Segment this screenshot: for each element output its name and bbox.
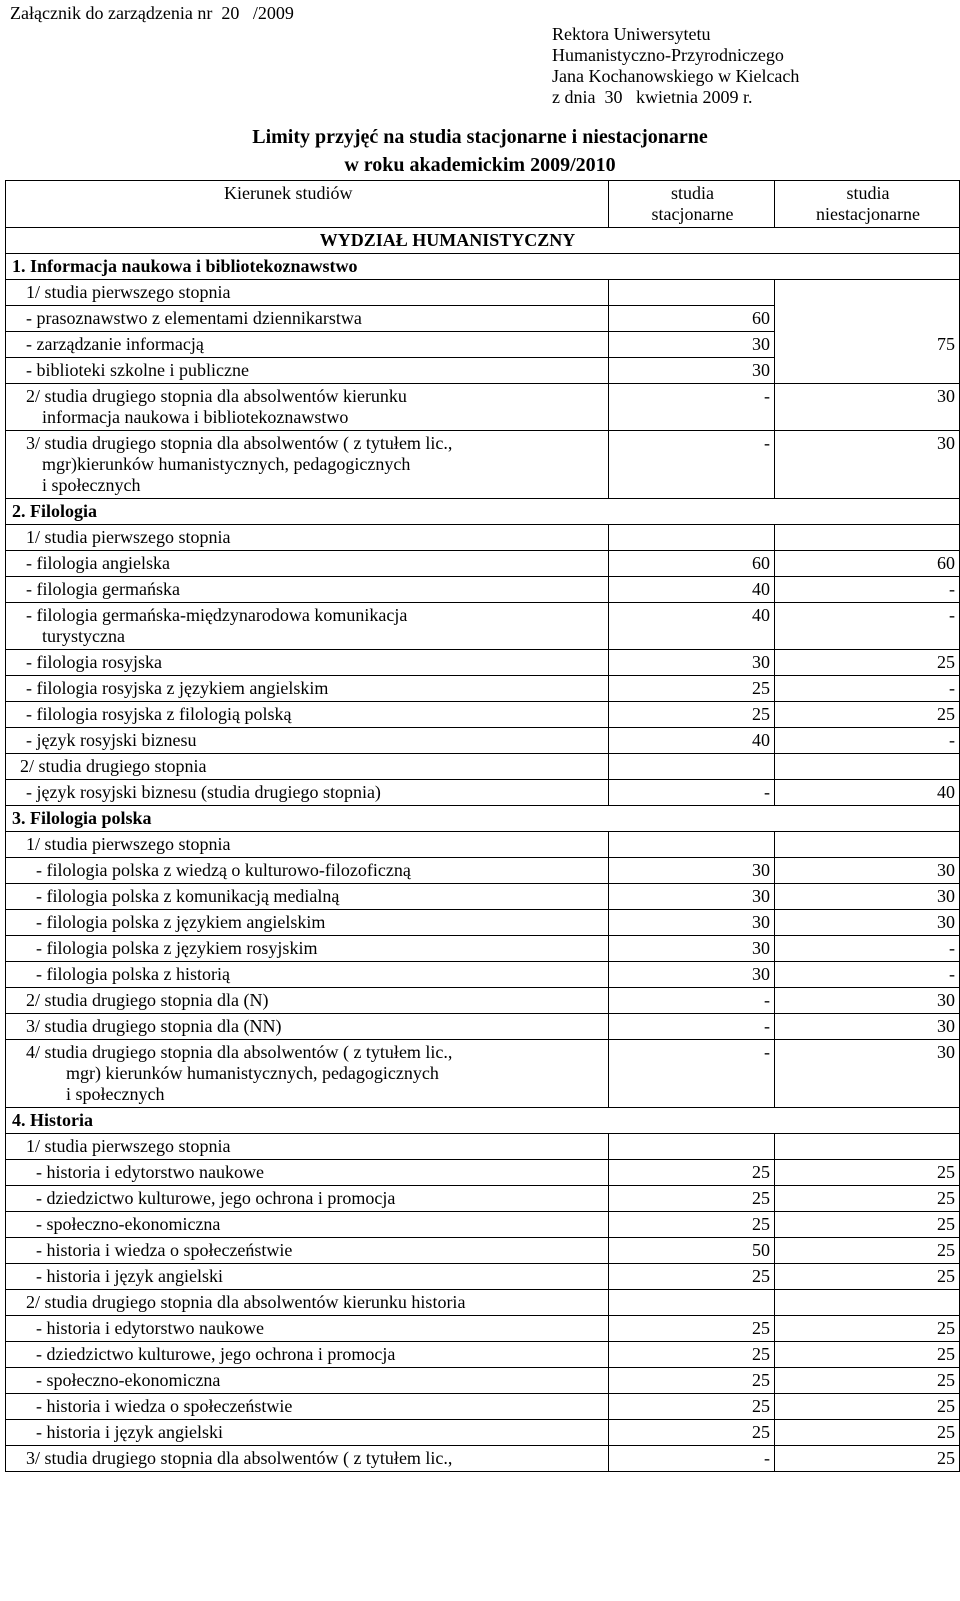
table-row: - filologia rosyjska z filologią polską 25 25 [6, 702, 960, 728]
table-row: - biblioteki szkolne i publiczne 30 [6, 358, 960, 384]
header-stacjonarne: studia stacjonarne [609, 181, 775, 228]
table-row: - historia i wiedza o społeczeństwie 25 25 [6, 1394, 960, 1420]
document-subtitle: w roku akademickim 2009/2010 [344, 154, 616, 176]
rector-line: Jana Kochanowskiego w Kielcach [552, 66, 800, 86]
table-row: 3/ studia drugiego stopnia dla absolwentów ( z tytułem lic., - 25 [6, 1446, 960, 1472]
table-row: - filologia polska z wiedzą o kulturowo-filozoficzną 30 30 [6, 858, 960, 884]
table-row: - historia i wiedza o społeczeństwie 50 25 [6, 1238, 960, 1264]
table-row: - filologia rosyjska 30 25 [6, 650, 960, 676]
table-row: - filologia polska z historią 30 - [6, 962, 960, 988]
document-title: Limity przyjęć na studia stacjonarne i niestacjonarne [252, 126, 708, 148]
table-row: - prasoznawstwo z elementami dziennikarstwa 60 [6, 306, 960, 332]
rector-line: z dnia 30 kwietnia 2009 r. [552, 87, 753, 107]
table-row: 1/ studia pierwszego stopnia [6, 1134, 960, 1160]
table-row: - społeczno-ekonomiczna 25 25 [6, 1212, 960, 1238]
table-row: 3/ studia drugiego stopnia dla absolwentów ( z tytułem lic., mgr)kierunków humanistycznych, pedagogicznych i społecznych - 30 [6, 431, 960, 499]
section-title-row: 1. Informacja naukowa i bibliotekoznawstwo [6, 254, 960, 280]
rector-line: Rektora Uniwersytetu [552, 24, 711, 44]
faculty-row: WYDZIAŁ HUMANISTYCZNY [6, 228, 960, 254]
table-row: - język rosyjski biznesu 40 - [6, 728, 960, 754]
table-row: 1/ studia pierwszego stopnia [6, 280, 960, 306]
table-row: 4/ studia drugiego stopnia dla absolwentów ( z tytułem lic., mgr) kierunków humanistycznych, pedagogicznych i społecznych - 30 [6, 1040, 960, 1108]
table-row: - filologia polska z językiem angielskim 30 30 [6, 910, 960, 936]
table-row: - filologia angielska 60 60 [6, 551, 960, 577]
table-row: - filologia germańska 40 - [6, 577, 960, 603]
table-row: 3/ studia drugiego stopnia dla (NN) - 30 [6, 1014, 960, 1040]
admission-limits-table [5, 180, 960, 1472]
header-niestacjonarne: studia niestacjonarne [775, 181, 960, 228]
rector-line: Humanistyczno-Przyrodniczego [552, 45, 784, 65]
table-row: - filologia polska z komunikacją medialną 30 30 [6, 884, 960, 910]
table-row: - historia i edytorstwo naukowe 25 25 [6, 1160, 960, 1186]
table-row: 2/ studia drugiego stopnia dla (N) - 30 [6, 988, 960, 1014]
table-row: - język rosyjski biznesu (studia drugiego stopnia) - 40 [6, 780, 960, 806]
table-row: - filologia polska z językiem rosyjskim 30 - [6, 936, 960, 962]
table-row: - filologia rosyjska z językiem angielskim 25 - [6, 676, 960, 702]
section-title-row: 4. Historia [6, 1108, 960, 1134]
attachment-note: Załącznik do zarządzenia nr 20 /2009 [10, 3, 294, 23]
rector-block [552, 24, 799, 108]
section-title-row: 2. Filologia [6, 499, 960, 525]
table-row: 2/ studia drugiego stopnia dla absolwentów kierunku historia [6, 1290, 960, 1316]
table-row: - filologia germańska-międzynarodowa komunikacja turystyczna 40 - [6, 603, 960, 650]
table-row: - zarządzanie informacją 30 75 [6, 332, 960, 358]
table-row: 1/ studia pierwszego stopnia [6, 525, 960, 551]
table-row: - historia i język angielski 25 25 [6, 1264, 960, 1290]
table-row: - społeczno-ekonomiczna 25 25 [6, 1368, 960, 1394]
table-header-row [6, 181, 960, 228]
table-row: - historia i język angielski 25 25 [6, 1420, 960, 1446]
table-row: - historia i edytorstwo naukowe 25 25 [6, 1316, 960, 1342]
table-row: 2/ studia drugiego stopnia [6, 754, 960, 780]
table-row: 2/ studia drugiego stopnia dla absolwentów kierunku informacja naukowa i bibliotekoznawstwo - 30 [6, 384, 960, 431]
header-kierunek: Kierunek studiów [6, 181, 609, 228]
section-title-row: 3. Filologia polska [6, 806, 960, 832]
table-row: - dziedzictwo kulturowe, jego ochrona i promocja 25 25 [6, 1186, 960, 1212]
table-row: 1/ studia pierwszego stopnia [6, 832, 960, 858]
table-row: - dziedzictwo kulturowe, jego ochrona i promocja 25 25 [6, 1342, 960, 1368]
